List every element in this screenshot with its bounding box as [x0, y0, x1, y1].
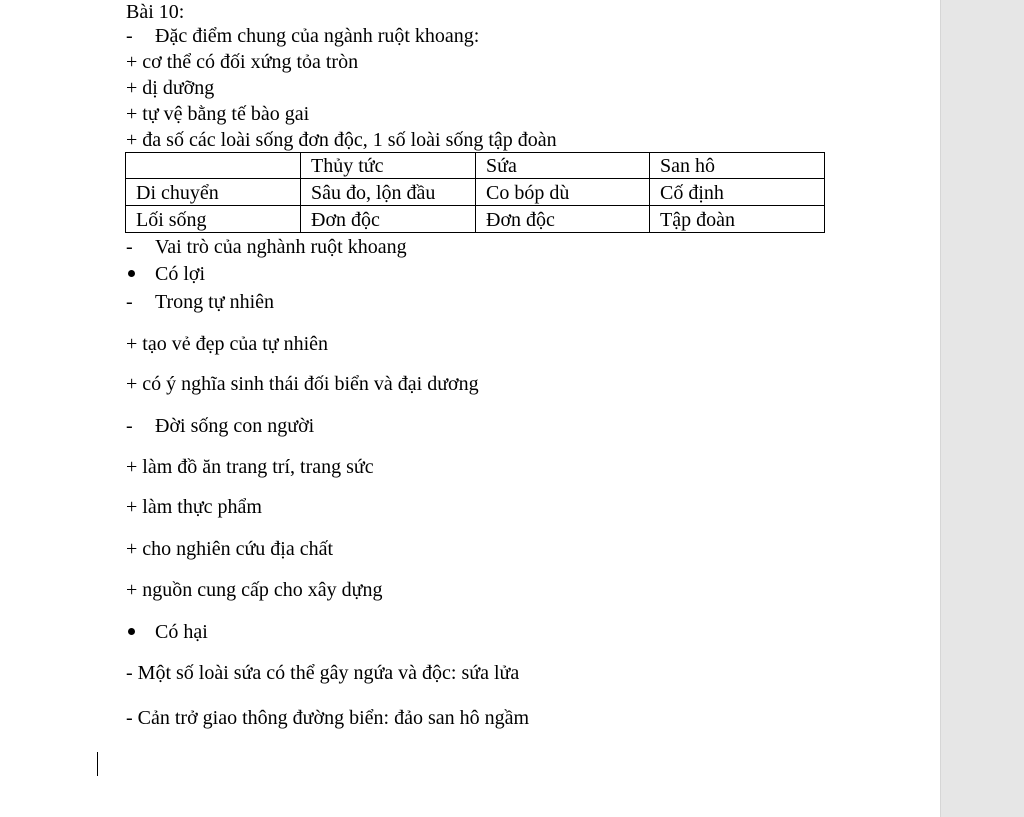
table-header-cell: San hô — [650, 153, 825, 179]
table-cell: Di chuyển — [126, 179, 301, 206]
nature-item: + có ý nghĩa sinh thái đối biển và đại dương — [126, 373, 479, 395]
section-nature-text: Trong tự nhiên — [155, 291, 275, 313]
bullet-harm-text: Có hại — [155, 621, 208, 643]
human-item: + nguồn cung cấp cho xây dựng — [126, 579, 383, 601]
nature-item: + tạo vẻ đẹp của tự nhiên — [126, 333, 329, 355]
section-characteristics-text: Đặc điểm chung của ngành ruột khoang: — [155, 25, 480, 47]
harm-item: - Một số loài sứa có thể gây ngứa và độc: sứa lửa — [126, 662, 520, 684]
harm-item: - Cản trở giao thông đường biển: đảo san hô ngầm — [126, 707, 530, 729]
table-cell: Sâu đo, lộn đầu — [301, 179, 476, 206]
feature-line: + tự vệ bằng tế bào gai — [126, 103, 310, 125]
bullet-harm — [126, 620, 208, 644]
table-cell: Lối sống — [126, 206, 301, 233]
feature-line: + dị dưỡng — [126, 77, 215, 99]
bullet-benefit — [126, 262, 205, 286]
bullet-dot-icon — [128, 270, 135, 277]
table-cell: Cố định — [650, 179, 825, 206]
section-nature — [126, 290, 274, 314]
table-cell: Đơn độc — [301, 206, 476, 233]
dash-marker: - — [126, 236, 133, 258]
section-human — [126, 414, 314, 438]
feature-line: + cơ thể có đối xứng tỏa tròn — [126, 51, 359, 73]
table-cell: Đơn độc — [476, 206, 650, 233]
dash-marker: - — [126, 415, 133, 437]
feature-line: + đa số các loài sống đơn độc, 1 số loài sống tập đoàn — [126, 129, 557, 151]
workspace-background — [940, 0, 1024, 817]
human-item: + làm đồ ăn trang trí, trang sức — [126, 456, 374, 478]
dash-marker: - — [126, 25, 133, 47]
lesson-heading: Bài 10: — [126, 1, 185, 23]
dash-marker: - — [126, 291, 133, 313]
bullet-benefit-text: Có lợi — [155, 263, 206, 285]
human-item: + cho nghiên cứu địa chất — [126, 538, 334, 560]
text-cursor — [97, 752, 98, 776]
section-human-text: Đời sống con người — [155, 415, 315, 437]
table-row — [126, 206, 825, 233]
bullet-dot-icon — [128, 628, 135, 635]
table-header-cell: Sứa — [476, 153, 650, 179]
section-role-text: Vai trò của nghành ruột khoang — [155, 236, 407, 258]
table-row — [126, 179, 825, 206]
table-header-cell: Thủy tức — [301, 153, 476, 179]
table-cell: Tập đoàn — [650, 206, 825, 233]
section-characteristics — [126, 24, 479, 48]
human-item: + làm thực phẩm — [126, 496, 262, 518]
table-header-cell — [126, 153, 301, 179]
comparison-table — [125, 152, 825, 233]
table-header-row — [126, 153, 825, 179]
section-role — [126, 235, 407, 259]
table-cell: Co bóp dù — [476, 179, 650, 206]
